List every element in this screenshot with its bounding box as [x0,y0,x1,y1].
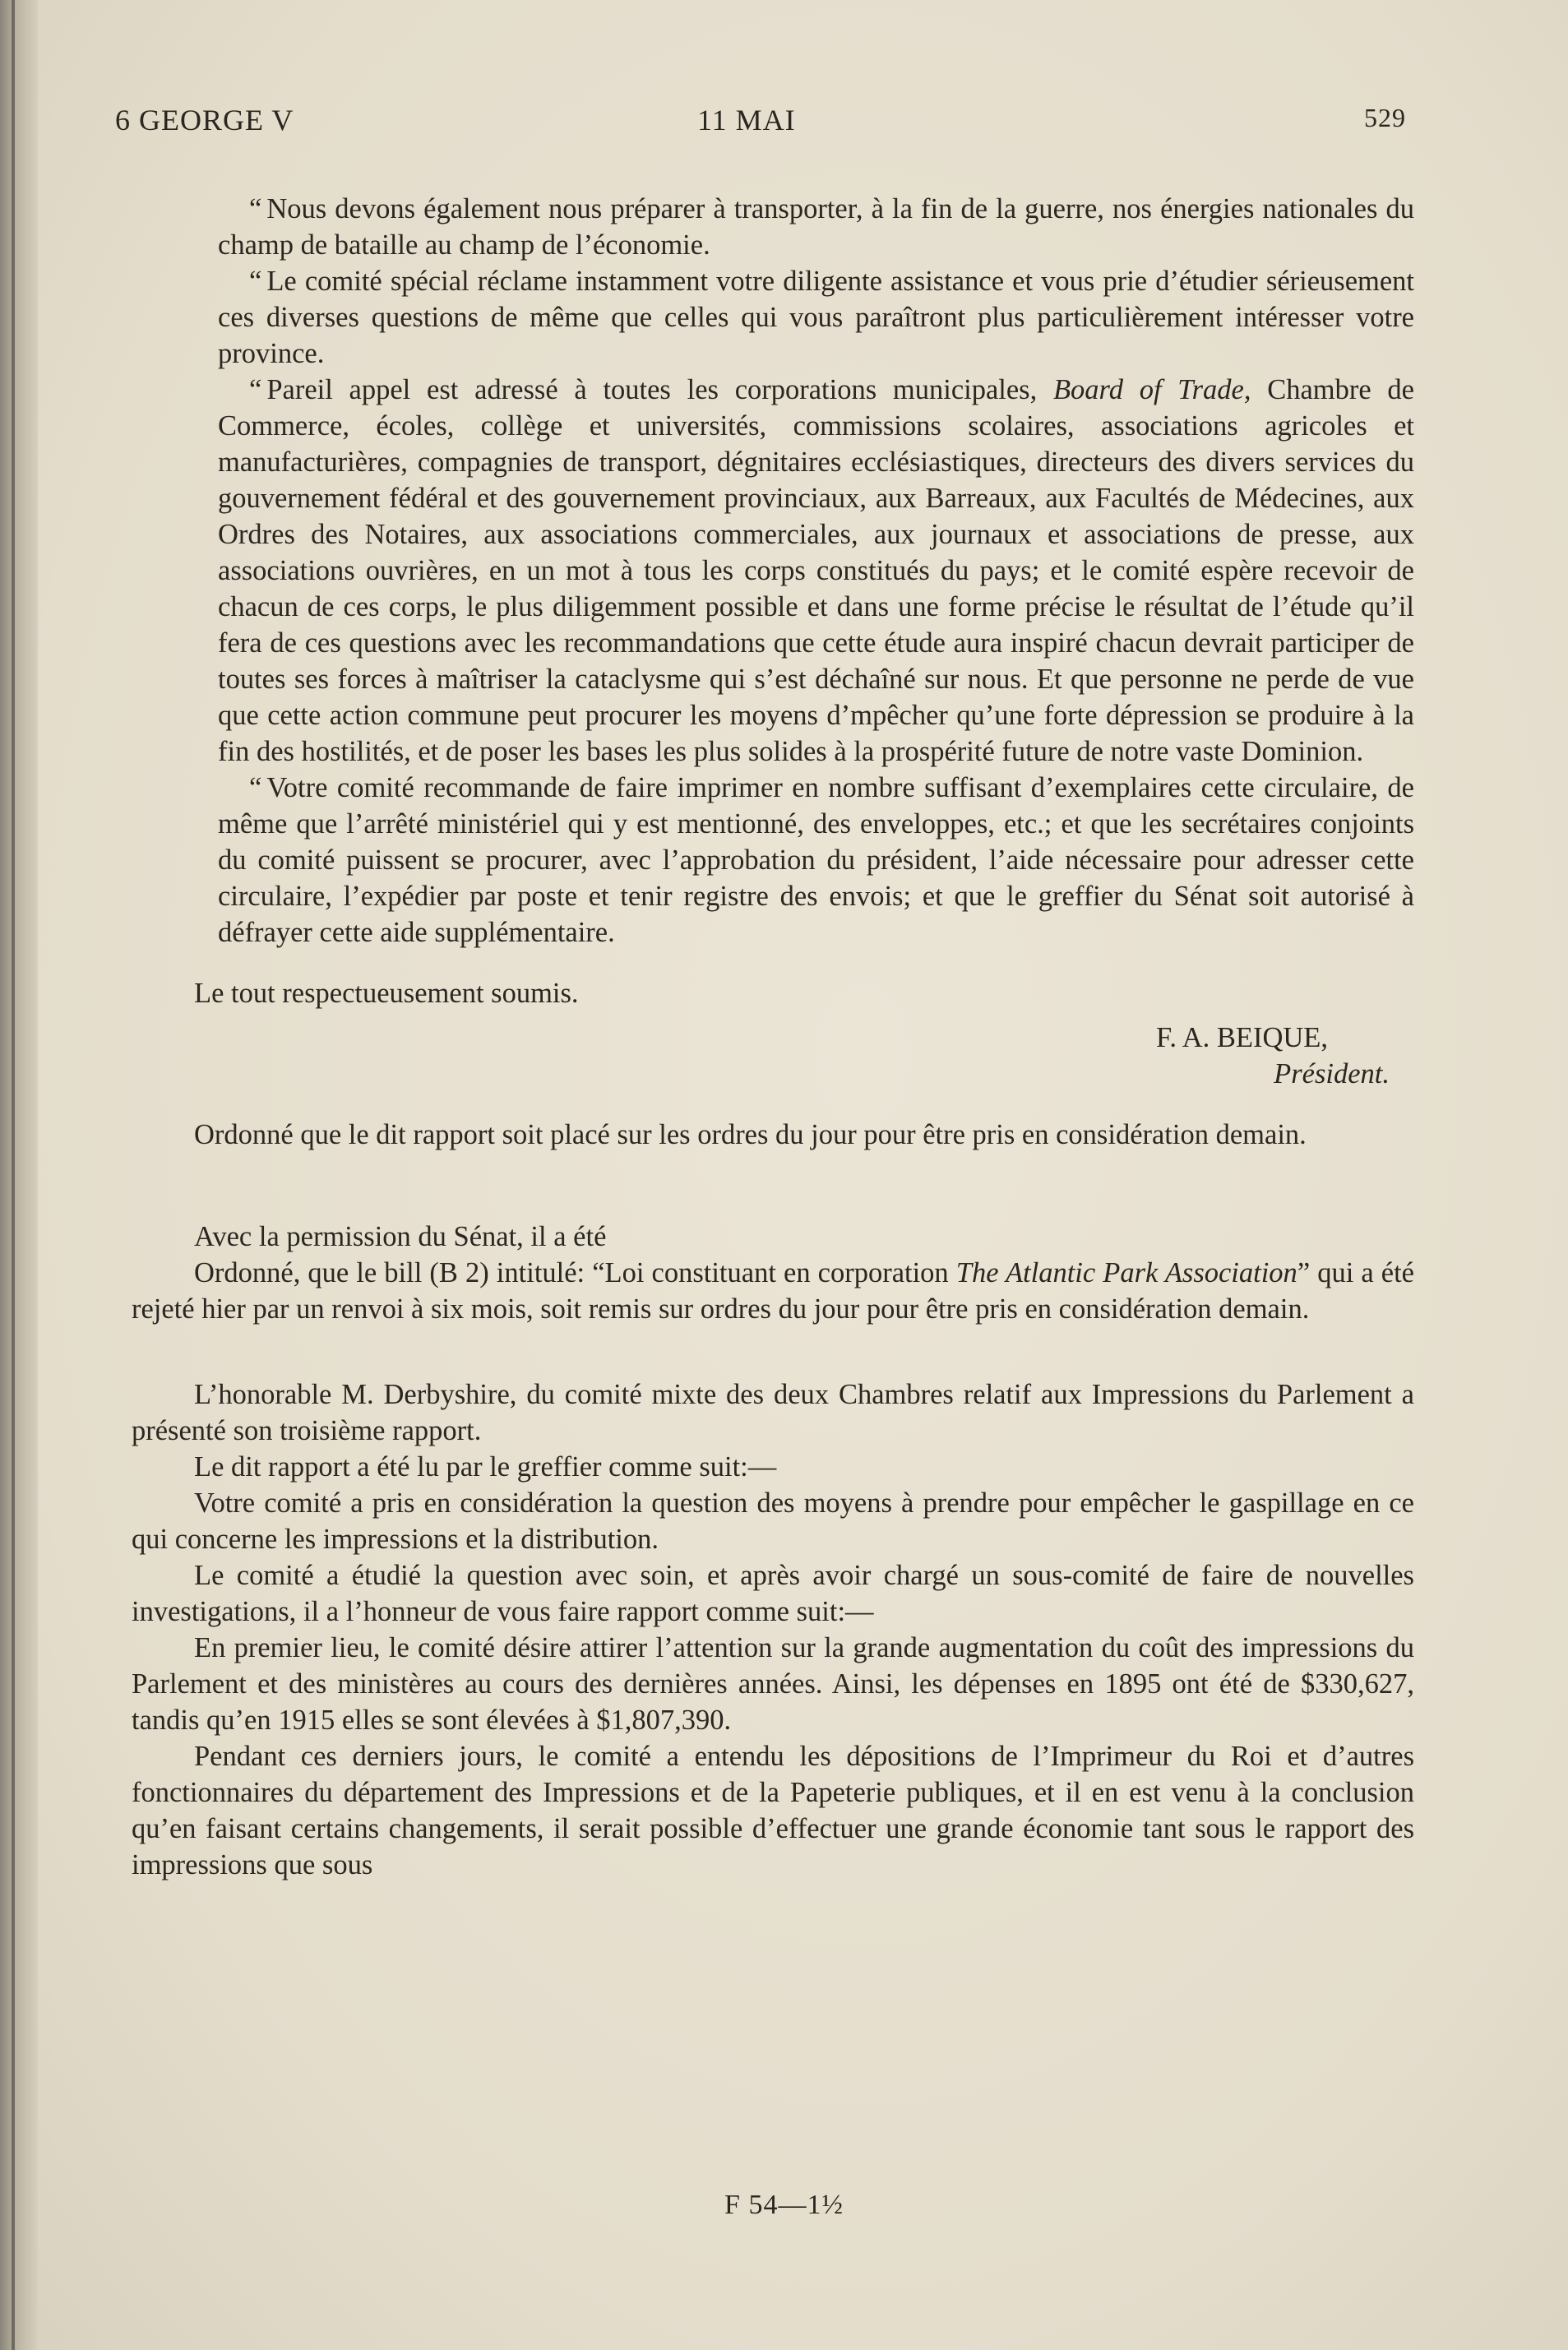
quote-mark: “ [249,772,262,803]
order-2-start: Ordonné, que le bill (B 2) intitulé: “Loi constituant en corporation [194,1257,956,1288]
report-paragraph-4: Pendant ces derniers jours, le comité a entendu les dépositions de l’Imprimeur du Roi et d’autres fonctionnaires du département des Impressions et de la Papeterie publiques, et il en est venu à la conclusion qu’en faisant certains changements, il serait possible d’effectuer une grande économie tant sous le rapport des impressions que sous [132,1741,1414,1880]
quote-mark: “ [249,193,262,224]
order-paragraph-1: Ordonné que le dit rapport soit placé sur les ordres du jour pour être pris en considération demain. [194,1119,1307,1150]
header-date: 11 MAI [697,104,796,136]
quote-paragraph-4-text: Votre comité recommande de faire imprimer en nombre suffisant d’exemplaires cette circulaire, de même que l’arrêté ministériel qui y est mentionné, des enveloppes, etc.; et que les secrétaires conjoints du comité puissent se procurer, avec l’approbation du président, l’aide nécessaire pour adresser cette circulaire, l’expédier par poste et tenir registre des envois; et que le greffier du Sénat soit autorisé à défrayer cette aide supplémentaire. [218,772,1414,948]
quote-paragraph-3-start: Pareil appel est adressé à toutes les corporations municipales, [266,374,1053,405]
bill-title-italic: The Atlantic Park Association [955,1257,1297,1288]
quote-paragraph-2-text: Le comité spécial réclame instamment votre diligente assistance et vous prie d’étudier sérieusement ces diverses questions de même que celles qui vous paraîtront plus particulièrement intéresser votre province. [218,266,1414,369]
quote-paragraph-3 [218,372,1414,770]
quote-paragraph-4 [218,770,1414,951]
page-number: 529 [1364,103,1406,132]
quote-paragraph-3-rest: Chambre de Commerce, écoles, collège et universités, commissions scolaires, associations agricoles et manufacturières, compagnies de transport, dégnitaires ecclésiastiques, directeurs des divers services du gouvernement fédéral et des gouvernement provinciaux, aux Barreaux, aux Facultés de Médecines, aux Ordres des Notaires, aux associations commerciales, aux journaux et associations de presse, aux associations ouvrières, en un mot à tous les corps constitués du pays; et le comité espère recevoir de chacun de ces corps, le plus diligemment possible et dans une forme précise le résultat de l’étude qu’il fera de ces questions avec les recommandations que cette étude aura inspiré chacun devrait participer de toutes ses forces à maîtriser la cataclysme qui s’est déchaîné sur nous. Et que personne ne perde de vue que cette action commune peut procurer les moyens d’mpêcher qu’une forte dépression se produire à la fin des hostilités, et de poser les bases les plus solides à la prospérité future de notre vaste Dominion. [218,374,1414,767]
header-regnal-year: 6 GEORGE V [115,104,294,136]
signature-mark-footer: F 54—1½ [724,2190,844,2220]
report-paragraph-1: Votre comité a pris en considération la question des moyens à prendre pour empêcher le gaspillage en ce qui concerne les impressions et la distribution. [132,1487,1414,1555]
signature-name: F. A. BEIQUE, [1155,1022,1328,1053]
report-intro: L’honorable M. Derbyshire, du comité mixte des deux Chambres relatif aux Impressions du Parlement a présenté son troisième rapport. [132,1379,1414,1446]
quote-paragraph-1 [218,191,1414,263]
report-paragraph-2: Le comité a étudié la question avec soin, et après avoir chargé un sous-comité de faire de nouvelles investigations, il a l’honneur de vous faire rapport comme suit:— [132,1560,1414,1627]
running-header [115,103,1406,152]
permission-line: Avec la permission du Sénat, il a été [194,1221,607,1252]
quote-mark: “ [249,266,262,297]
board-of-trade-italic: Board of Trade, [1052,374,1251,405]
order-paragraph-2 [132,1255,1414,1327]
page-body [132,191,1414,1883]
closing-line: Le tout respectueusement soumis. [194,978,579,1009]
quote-mark: “ [249,374,262,405]
report-paragraph-3: En premier lieu, le comité désire attirer l’attention sur la grande augmentation du coût des impressions du Parlement et des ministères au cours des dernières années. Ainsi, les dépenses en 1895 ont été de $330,627, tandis qu’en 1915 elles se sont élevées à $1,807,390. [132,1632,1414,1736]
report-read-line: Le dit rapport a été lu par le greffier comme suit:— [194,1451,777,1483]
page-binding-edge [0,0,38,2350]
signature-title: Président. [1274,1058,1390,1089]
quote-paragraph-2 [218,263,1414,372]
quote-paragraph-1-text: Nous devons également nous préparer à transporter, à la fin de la guerre, nos énergies nationales du champ de bataille au champ de l’économie. [218,193,1414,261]
order-2-end: ” qui a été rejeté hier par un renvoi à six mois, soit remis sur ordres du jour pour être pris en considération demain. [132,1257,1414,1325]
binding-line [12,0,15,2350]
